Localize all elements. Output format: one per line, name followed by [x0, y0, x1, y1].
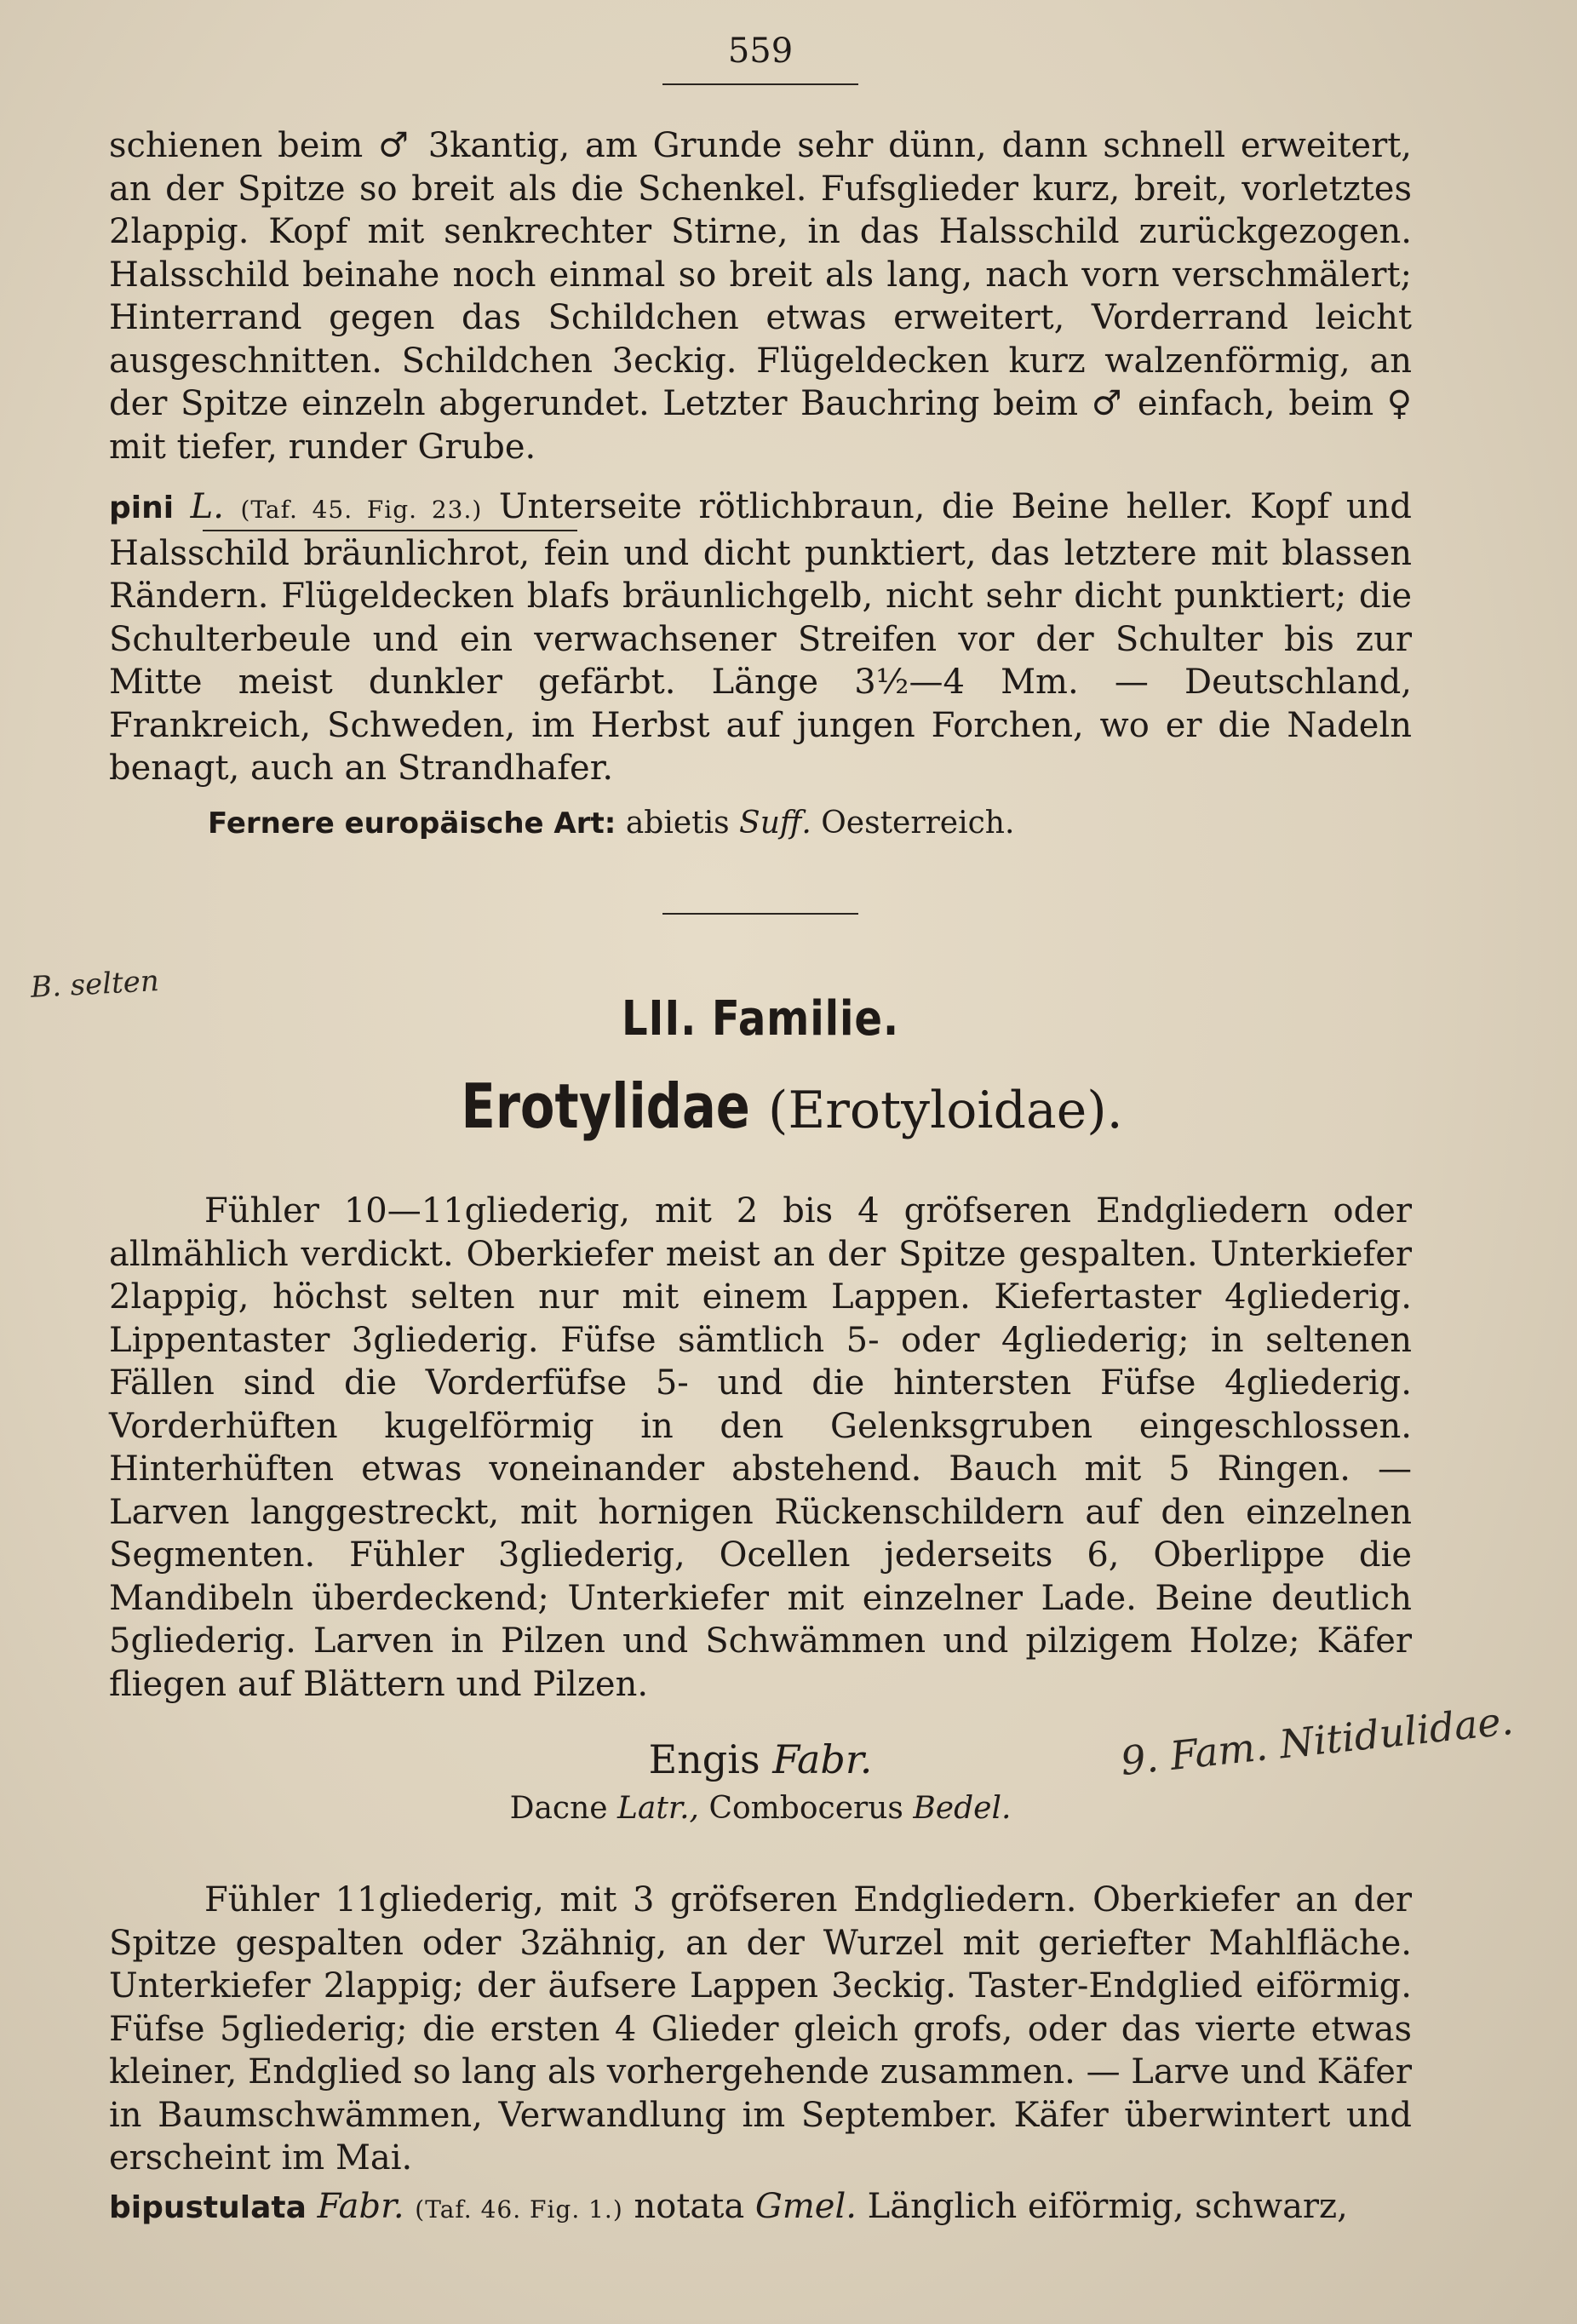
further-species-line	[109, 802, 1412, 846]
family-description: Fühler 10—11gliederig, mit 2 bis 4 gröfseren Endgliedern oder allmählich verdickt. Oberkiefer meist an der Spitze gespalten. Unterkiefer 2lappig, höchst selten nur mit einem Lappen. Kiefertaster 4gliederig. Lippentaster 3gliederig. Füfse sämtlich 5- oder 4gliederig; in seltenen Fällen sind die Vorderfüfse 5- und die hintersten Füfse 4gliederig. Vorderhüften kugelförmig in den Gelenksgruben eingeschlossen. Hinterhüften etwas voneinander abstehend. Bauch mit 5 Ringen. — Larven langgestreckt, mit hornigen Rückenschildern auf den einzelnen Segmenten. Fühler 3gliederig, Ocellen jederseits 6, Oberlippe die Mandibeln überdeckend; Unterkiefer mit einzelner Lade. Beine deutlich 5gliederig. Larven in Pilzen und Schwämmen und pilzigem Holze; Käfer fliegen auf Blättern und Pilzen.	[109, 1191, 1412, 1704]
plate-reference: (Taf. 45. Fig. 23.)	[240, 496, 483, 524]
page-content	[30, 26, 1516, 2231]
species-entry-bipustulata	[109, 2185, 1412, 2232]
further-species-author: Suff.	[739, 805, 811, 841]
genus-heading	[109, 1696, 1516, 1785]
species-author-2: Fabr.	[317, 2186, 404, 2226]
species-description: Unterseite rötlichbraun, die Beine heller. Kopf und Halsschild bräunlichrot, fein und dicht punktiert, das letztere mit blassen Rändern. Flügeldecken blafs bräunlichgelb, nicht sehr dicht punktiert; die Schulterbeule und ein verwachsener Streifen vor der Schulter bis zur Mitte meist dunkler gefärbt. Länge 3½—4 Mm. — Deutschland, Frankreich, Schweden, im Herbst auf jungen Forchen, wo er die Nadeln benagt, auch an Strandhafer.	[109, 487, 1413, 788]
species-author: L.	[190, 487, 224, 526]
species-synonym: notata	[634, 2186, 745, 2226]
handwritten-margin-note: B. selten	[30, 964, 160, 1005]
page-number: 559	[727, 32, 794, 71]
further-species-place: Oesterreich.	[821, 805, 1015, 841]
family-alt-name: (Erotyloidae).	[768, 1081, 1123, 1140]
genus-description: Fühler 11gliederig, mit 3 gröfseren Endgliedern. Oberkiefer an der Spitze gespalten oder 3zähnig, an der Wurzel mit geriefter Mahlfläche. Unterkiefer 2lappig; der äufsere Lappen 3eckig. Taster-Endglied eiförmig. Füfse 5gliederig; die ersten 4 Glieder gleich grofs, oder das vierte etwas kleiner, Endglied so lang als vorhergehende zusammen. — Larve und Käfer in Baumschwämmen, Verwandlung im September. Käfer überwintert und erscheint im Mai.	[109, 1880, 1412, 2178]
genus-author: Fabr.	[772, 1736, 873, 1782]
header-rule	[662, 83, 858, 85]
genus-synonym-2-author: Bedel.	[913, 1791, 1012, 1826]
paragraph-continued: schienen beim ♂ 3kantig, am Grunde sehr dünn, dann schnell erweitert, an der Spitze so breit als die Schenkel. Fufsglieder kurz, breit, vorletztes 2lappig. Kopf mit senkrechter Stirne, in das Halsschild zurückgezogen. Halsschild beinahe noch einmal so breit als lang, nach vorn verschmälert; Hinterrand gegen das Schildchen etwas erweitert, Vorderrand leicht ausgeschnitten. Schildchen 3eckig. Flügeldecken kurz walzenförmig, an der Spitze einzeln abgerundet. Letzter Bauchring beim ♂ einfach, beim ♀ mit tiefer, runder Grube.	[109, 126, 1412, 467]
species-description-2: Länglich eiförmig, schwarz,	[867, 2186, 1348, 2226]
further-species-label: Fernere europäische Art:	[208, 806, 616, 841]
genus-name: Engis	[648, 1736, 760, 1782]
plate-reference-2: (Taf. 46. Fig. 1.)	[415, 2195, 623, 2224]
genus-synonym-2: Combocerus	[708, 1791, 903, 1826]
genus-synonym-1: Dacne	[509, 1791, 608, 1826]
genus-synonym-1-author: Latr.,	[617, 1791, 699, 1826]
family-name-heading	[109, 1070, 1412, 1142]
further-species-name: abietis	[625, 805, 730, 841]
section-rule	[662, 913, 858, 915]
species-name-2: bipustulata	[109, 2189, 307, 2225]
species-name: pini	[109, 491, 175, 525]
species-synonym-author: Gmel.	[754, 2186, 857, 2226]
family-number-heading: LII. Familie.	[621, 991, 899, 1047]
handwritten-family-note: 9. Fam. Nitidulidae.	[1118, 1696, 1516, 1785]
handwritten-underline	[203, 530, 577, 531]
genus-synonyms	[109, 1791, 1412, 1826]
family-name: Erotylidae	[461, 1070, 751, 1142]
